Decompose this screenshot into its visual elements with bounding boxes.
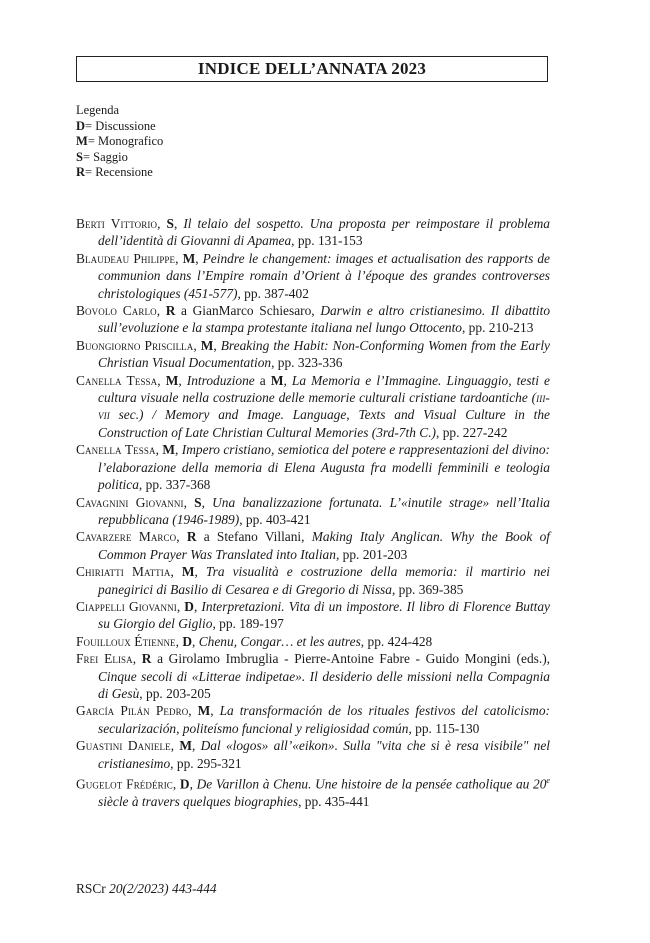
entry-pages: , pp. 227-242 (436, 424, 508, 440)
entry-title: Interpretazioni. Vita di un impostore. Il libro di Florence Buttay su Giorgio del Giglio (98, 598, 550, 632)
entry-type: R (141, 651, 152, 667)
entry-type: R (186, 529, 197, 545)
legend-heading: Legenda (76, 103, 120, 117)
entry-type: M (270, 372, 284, 388)
entry-title: Breaking the Habit: Non-Conforming Women from the Early Christian Visual Documentation (98, 337, 550, 371)
entry-title: Cinque secoli di «Litterae indipetae». Il desiderio delle missioni nella Compagnia di Gesù (98, 668, 550, 701)
page-title: INDICE DELL’ANNATA 2023 (76, 56, 548, 82)
entry-pages: , pp. 403-421 (239, 511, 311, 527)
entry-pages: , pp. 387-402 (237, 285, 309, 301)
entry-type: M (162, 442, 175, 458)
index-entry: Guastini Daniele, M, Dal «logos» all’«eikon». Sulla "vita che si è resa visibile" nel cristianesimo, pp. 295-321 (76, 738, 550, 771)
entry-type: M (179, 738, 192, 754)
entry-title: La Memoria e l’Immagine. Linguaggio, testi e cultura visuale nella costruzione delle memorie culturali cristiane tardoantiche ( (98, 372, 551, 406)
entry-type: D (182, 633, 193, 649)
journal-citation: 20(2/2023) 443-444 (109, 881, 217, 896)
index-entry: Blaudeau Philippe, M, Peindre le changement: images et actualisation des rapports de communion dans l’Empire romain d’Orient à l’époque des grandes controverses christologiques (451-577), pp. 387-402 (76, 250, 550, 301)
index-entry: Berti Vittorio, S, Il telaio del sospetto. Una proposta per reimpostare il problema dell’identità di Giovanni di Apamea, pp. 131-153 (76, 216, 550, 249)
entry-author: Buongiorno Priscilla (76, 337, 194, 353)
index-entry: Ciappelli Giovanni, D, Interpretazioni. Vita di un impostore. Il libro di Florence Buttay su Giorgio del Giglio, pp. 189-197 (76, 598, 550, 632)
entry-type: S (166, 216, 174, 231)
entry-type: M (165, 372, 179, 388)
legend-item-m: M= Monografico (76, 134, 164, 148)
entry-author: Canella Tessa (76, 372, 158, 388)
entry-title: sec.) / Memory and Image. Language, Texts and Visual Culture in the Construction of Late Christian Cultural Memories (3rd-7th C.) (98, 407, 550, 440)
entry-pages: , pp. 201-203 (335, 546, 408, 562)
entry-type: D (184, 598, 194, 614)
legend-item-d: D= Discussione (76, 118, 156, 133)
entry-author: Canella Tessa (76, 442, 156, 458)
entry-pages: , pp. 323-336 (271, 355, 343, 371)
index-entry: Fouilloux Étienne, D, Chenu, Congar… et les autres, pp. 424-428 (76, 633, 433, 649)
index-entry: Cavarzere Marco, R a Stefano Villani, Making Italy Anglican. Why the Book of Common Prayer Was Translated into Italian, pp. 201-203 (76, 529, 551, 562)
entry-title: Il telaio del sospetto. Una proposta per reimpostare il problema dell’identità di Giovanni di Apamea (98, 216, 550, 249)
entry-pages: , pp. 189-197 (212, 616, 284, 632)
entry-type: S (194, 494, 202, 510)
entry-pages: , pp. 295-321 (170, 755, 242, 771)
index-entry: Canella Tessa, M, Introduzione a M, La Memoria e l’Immagine. Linguaggio, testi e cultura visuale nella costruzione delle memorie culturali cristiane tardoantiche (iii-vii sec.) / Memory and Image. Language, Texts and Visual Culture in the Construction of Late Christian Cultural Memories (3rd-7th C.), pp. 227-242 (76, 372, 551, 440)
entry-title: Chenu, Congar… et les autres (198, 633, 361, 649)
entry-title-smallcaps: iii-vii (98, 390, 550, 423)
index-entry: Bovolo Carlo, R a GianMarco Schiesaro, Darwin e altro cristianesimo. Il dibattito sull’evoluzione e la stampa protestante italiana nel lungo Ottocento, pp. 210-213 (76, 303, 551, 336)
index-entry: Buongiorno Priscilla, M, Breaking the Habit: Non-Conforming Women from the Early Christian Visual Documentation, pp. 323-336 (76, 337, 550, 371)
entry-author: Blaudeau Philippe (76, 250, 176, 266)
entry-pages: , pp. 435-441 (298, 793, 370, 809)
entry-author: Frei Elisa (76, 651, 133, 667)
entry-title: La transformación de los rituales festivos del catolicismo: secularización, politeísmo funcional y religiosidad común (98, 703, 550, 736)
entry-pages: , pp. 131-153 (291, 233, 363, 249)
entry-connector: a (254, 372, 271, 388)
entry-author: Gugelot Frédéric (76, 776, 173, 792)
index-entries (76, 215, 550, 810)
entry-author: Fouilloux Étienne (76, 633, 176, 649)
index-entry: Gugelot Frédéric, D, De Varillon à Chenu. Une histoire de la pensée catholique au 20e siècle à travers quelques biographies, pp. 435-441 (76, 776, 550, 809)
index-entry: Canella Tessa, M, Impero cristiano, semiotica del potere e rappresentazioni del divino: l’elaborazione della memoria di Elena Augusta fra modelli femminili e teologia politica, pp. 337-368 (76, 442, 551, 493)
legend (76, 103, 163, 181)
entry-title: De Varillon à Chenu. Une histoire de la pensée catholique au 20 (196, 776, 547, 792)
index-entry: Cavagnini Giovanni, S, Una banalizzazione fortunata. L’«inutile strage» nell’Italia repubblicana (1946-1989), pp. 403-421 (76, 494, 550, 527)
journal-name: RSCr (76, 881, 106, 896)
entry-pages: , pp. 337-368 (138, 477, 211, 493)
entry-author: Cavarzere Marco (76, 529, 177, 545)
legend-item-s: S= Saggio (76, 149, 128, 164)
entry-title: Introduzione (186, 372, 255, 388)
entry-title: Peindre le changement: images et actualisation des rapports de communion dans l’Empire romain d’Orient à l’époque des grandes controverses christologiques (451-577) (98, 250, 550, 301)
entry-type: R (165, 303, 176, 319)
entry-reviewed-author: a Stefano Villani, (196, 529, 312, 545)
entry-pages: , pp. 115-130 (408, 720, 480, 736)
entry-title: Dal «logos» all’«eikon». Sulla "vita che si è resa visibile" nel cristianesimo (98, 738, 550, 771)
entry-type: D (179, 776, 190, 792)
entry-author: García Pilán Pedro (76, 703, 189, 719)
index-entry: Frei Elisa, R a Girolamo Imbruglia - Pierre-Antoine Fabre - Guido Mongini (eds.), Cinque secoli di «Litterae indipetae». Il desiderio delle missioni nella Compagnia di Gesù, pp. 203-205 (76, 651, 551, 701)
entry-type: M (200, 337, 214, 353)
entry-title: Making Italy Anglican. Why the Book of Common Prayer Was Translated into Italian (98, 529, 551, 562)
entry-reviewed-author: a GianMarco Schiesaro, (175, 303, 321, 319)
entry-author: Cavagnini Giovanni (76, 494, 184, 510)
page-footer (76, 881, 217, 897)
entry-pages: , pp. 369-385 (391, 581, 464, 597)
entry-pages: , pp. 424-428 (360, 633, 433, 649)
entry-title: Darwin e altro cristianesimo. Il dibattito sull’evoluzione e la stampa protestante italiana nel lungo Ottocento (98, 303, 551, 336)
entry-reviewed-author: a Girolamo Imbruglia - Pierre-Antoine Fabre - Guido Mongini (eds.), (151, 651, 551, 667)
entry-title: Impero cristiano, semiotica del potere e rappresentazioni del divino: l’elaborazione della memoria di Elena Augusta fra modelli femminili e teologia politica (98, 442, 551, 493)
index-entry: García Pilán Pedro, M, La transformación de los rituales festivos del catolicismo: secularización, politeísmo funcional y religiosidad común, pp. 115-130 (76, 703, 550, 736)
entry-author: Bovolo Carlo (76, 303, 157, 319)
entry-title: Una banalizzazione fortunata. L’«inutile strage» nell’Italia repubblicana (1946-1989) (98, 494, 550, 527)
index-entry: Chiriatti Mattia, M, Tra visualità e costruzione della memoria: il martirio nei panegirici di Basilio di Cesarea e di Gregorio di Nissa, pp. 369-385 (76, 564, 550, 597)
entry-author: Guastini Daniele (76, 738, 171, 754)
entry-type: M (181, 564, 195, 580)
entry-pages: , pp. 203-205 (139, 685, 211, 701)
entry-title: siècle à travers quelques biographies (98, 793, 299, 809)
entry-pages: , pp. 210-213 (461, 320, 534, 336)
entry-author: Chiriatti Mattia (76, 564, 171, 580)
entry-title-superscript: e (546, 776, 550, 785)
entry-author: Berti Vittorio (76, 216, 158, 231)
entry-type: M (182, 250, 196, 266)
entry-author: Ciappelli Giovanni (76, 598, 177, 614)
entry-title: Tra visualità e costruzione della memoria: il martirio nei panegirici di Basilio di Cesarea e di Gregorio di Nissa (98, 564, 550, 597)
legend-item-r: R= Recensione (76, 165, 153, 179)
entry-type: M (197, 703, 211, 719)
